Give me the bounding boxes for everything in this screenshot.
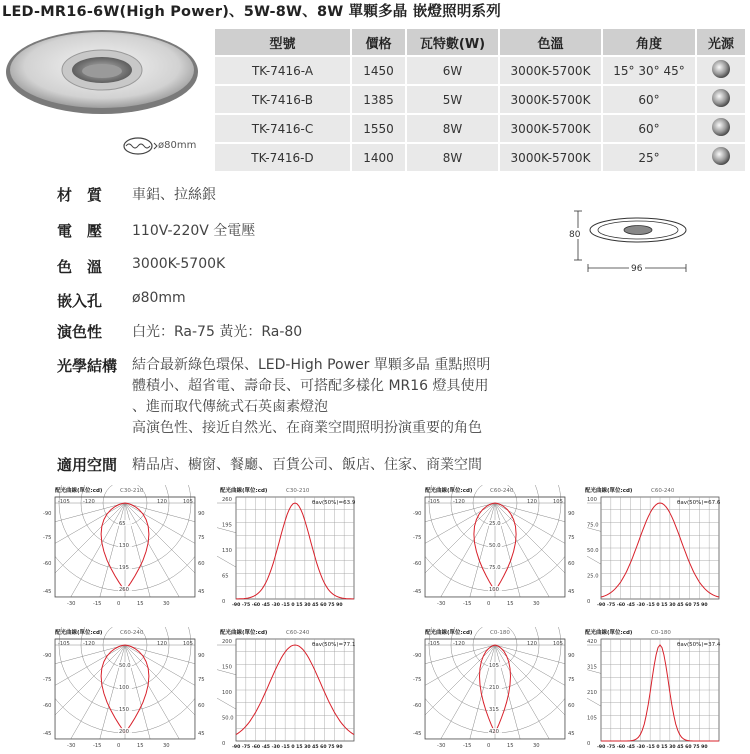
- header-model: 型號: [215, 29, 352, 55]
- polar-bottom-label: -15: [93, 601, 102, 607]
- rect-y-label: 195: [222, 522, 232, 529]
- polar-bottom-label: -15: [463, 743, 472, 749]
- polar-right-label: 45: [198, 731, 205, 737]
- optics-text: [132, 355, 552, 439]
- spec-label: 適用空間: [57, 456, 118, 474]
- spec-label: 光學結構: [57, 357, 118, 375]
- polar-ring-label: 105: [489, 663, 499, 669]
- polar-left-label: -60: [413, 703, 422, 709]
- rect-beam-angle: θav(50%)=37.4: [677, 642, 721, 648]
- cell-color-temp: 3000K-5700K: [500, 86, 603, 113]
- polar-ring-label: 100: [489, 587, 499, 593]
- cell-price: 1385: [352, 86, 407, 113]
- polar-left-label: -90: [43, 653, 52, 659]
- spec-value: 精品店、櫥窗、餐廳、百貨公司、飯店、住家、商業空間: [132, 457, 482, 473]
- table-header-row: [215, 29, 747, 55]
- cell-color-temp: 3000K-5700K: [500, 115, 603, 142]
- polar-ring-label: 210: [489, 685, 499, 691]
- polar-left-label: -45: [43, 589, 52, 595]
- photometric-panel: [377, 627, 750, 754]
- hole-size-label: ø80mm: [158, 140, 197, 151]
- polar-top-label: 105: [553, 641, 563, 647]
- polar-ring-label: 130: [119, 543, 129, 549]
- cell-model: TK-7416-D: [215, 144, 352, 171]
- rect-y-label: 25.0: [587, 573, 599, 580]
- polar-plane: C60-240: [490, 488, 514, 494]
- cell-wattage: 8W: [407, 115, 500, 142]
- polar-top-label: -120: [83, 499, 95, 505]
- polar-top-label: 120: [527, 641, 537, 647]
- rect-y-label: 200: [222, 639, 232, 645]
- polar-top-label: 105: [183, 499, 193, 505]
- polar-top-label: -105: [58, 641, 70, 647]
- polar-title: 配光曲線(單位:cd): [55, 488, 103, 494]
- cell-price: 1550: [352, 115, 407, 142]
- cell-model: TK-7416-A: [215, 57, 352, 84]
- polar-top-label: -105: [428, 499, 440, 505]
- polar-bottom-label: 30: [163, 743, 170, 749]
- cell-price: 1450: [352, 57, 407, 84]
- polar-bottom-label: -15: [93, 743, 102, 749]
- polar-left-label: -45: [413, 731, 422, 737]
- polar-ring-label: 50.0: [119, 663, 131, 669]
- rect-beam-angle: θav(50%)=77.1: [312, 642, 356, 648]
- spec-label: 嵌入孔: [57, 292, 103, 310]
- header-angle: 角度: [603, 29, 697, 55]
- optics-line: 結合最新綠色環保、LED-High Power 單顆多晶 重點照明: [132, 357, 491, 373]
- polar-bottom-label: 15: [507, 601, 514, 607]
- product-photo: [0, 20, 205, 140]
- dim-height: 80: [569, 230, 581, 240]
- led-bulb-icon: [697, 115, 747, 142]
- table-row: [215, 57, 747, 84]
- photometric-panel: [377, 485, 750, 612]
- photometric-charts: [0, 627, 375, 754]
- polar-plane: C30-210: [120, 488, 144, 494]
- polar-right-label: 60: [568, 561, 575, 567]
- polar-ring-label: 50.0: [489, 543, 501, 549]
- polar-left-label: -90: [413, 653, 422, 659]
- rect-y-label: 100: [222, 690, 232, 696]
- polar-top-label: -105: [428, 641, 440, 647]
- rect-plane: C60-240: [651, 488, 675, 494]
- polar-plane: C0-180: [490, 630, 510, 636]
- polar-right-label: 60: [198, 703, 205, 709]
- polar-left-label: -90: [413, 511, 422, 517]
- polar-right-label: 90: [568, 511, 575, 517]
- rect-beam-angle: θav(50%)=63.9: [312, 500, 356, 506]
- rect-title: 配光曲線(單位:cd): [585, 488, 633, 494]
- cell-angle: 60°: [603, 115, 697, 142]
- rect-beam-angle: θav(50%)=67.6: [677, 500, 721, 506]
- spec-label: 電 壓: [57, 222, 103, 240]
- polar-top-label: -120: [453, 641, 465, 647]
- rect-plane: C0-180: [651, 630, 671, 636]
- polar-ring-label: 150: [119, 707, 129, 713]
- spec-value: 110V-220V 全電壓: [132, 223, 256, 239]
- optics-line: 、進而取代傳統式石英鹵素燈泡: [132, 399, 328, 415]
- cell-wattage: 6W: [407, 57, 500, 84]
- header-color-temp: 色溫: [500, 29, 603, 55]
- cell-angle: 25°: [603, 144, 697, 171]
- polar-ring-label: 75.0: [489, 565, 501, 571]
- polar-right-label: 75: [568, 535, 575, 541]
- polar-right-label: 90: [198, 511, 205, 517]
- cell-wattage: 8W: [407, 144, 500, 171]
- spec-label: 演色性: [57, 323, 103, 341]
- polar-bottom-label: 15: [137, 743, 144, 749]
- cell-model: TK-7416-B: [215, 86, 352, 113]
- rect-plane: C30-210: [286, 488, 310, 494]
- header-price: 價格: [352, 29, 407, 55]
- optics-line: 高演色性、接近自然光、在商業空間照明扮演重要的角色: [132, 420, 482, 436]
- rect-plane: C60-240: [286, 630, 310, 636]
- polar-ring-label: 100: [119, 685, 129, 691]
- polar-bottom-label: 0: [487, 601, 491, 607]
- rect-y-label: 100: [587, 497, 597, 503]
- rect-y-label: 0: [587, 741, 591, 747]
- polar-bottom-label: 30: [163, 601, 170, 607]
- rect-y-label: 130: [222, 548, 232, 554]
- hole-size-icon: [118, 135, 158, 157]
- polar-title: 配光曲線(單位:cd): [425, 488, 473, 494]
- rect-y-label: 50.0: [222, 715, 234, 722]
- polar-left-label: -60: [43, 703, 52, 709]
- rect-y-label: 0: [222, 599, 226, 605]
- polar-left-label: -45: [43, 731, 52, 737]
- polar-ring-label: 25.0: [489, 521, 501, 527]
- polar-left-label: -75: [43, 677, 52, 683]
- polar-bottom-label: 30: [533, 743, 540, 749]
- spec-label: 材 質: [57, 186, 103, 204]
- header-wattage: 瓦特數(W): [407, 29, 500, 55]
- table-row: [215, 144, 747, 171]
- polar-top-label: 120: [527, 499, 537, 505]
- rect-x-labels: -90 -75 -60 -45 -30 -15 0 15 30 45 60 75 90: [232, 745, 343, 750]
- photometric-panel: [0, 485, 375, 612]
- polar-right-label: 45: [568, 731, 575, 737]
- led-bulb-icon: [697, 144, 747, 171]
- photometric-charts: [377, 627, 750, 754]
- rect-y-label: 420: [587, 639, 597, 645]
- polar-top-label: 105: [553, 499, 563, 505]
- cell-angle: 15° 30° 45°: [603, 57, 697, 84]
- rect-y-label: 150: [222, 664, 232, 671]
- photometric-panel: [0, 627, 375, 754]
- led-bulb-icon: [697, 86, 747, 113]
- polar-ring-label: 65: [119, 521, 126, 527]
- polar-left-label: -60: [413, 561, 422, 567]
- cell-model: TK-7416-C: [215, 115, 352, 142]
- cell-price: 1400: [352, 144, 407, 171]
- rect-x-labels: -90 -75 -60 -45 -30 -15 0 15 30 45 60 75 90: [232, 603, 343, 608]
- polar-bottom-label: -15: [463, 601, 472, 607]
- polar-ring-label: 260: [119, 587, 129, 593]
- polar-left-label: -60: [43, 561, 52, 567]
- polar-right-label: 75: [198, 535, 205, 541]
- polar-right-label: 60: [568, 703, 575, 709]
- polar-left-label: -75: [43, 535, 52, 541]
- table-row: [215, 115, 747, 142]
- polar-right-label: 60: [198, 561, 205, 567]
- led-bulb-icon: [697, 57, 747, 84]
- rect-x-labels: -90 -75 -60 -45 -30 -15 0 15 30 45 60 75 90: [597, 745, 708, 750]
- header-light-source: 光源: [697, 29, 747, 55]
- rect-y-label: 210: [587, 690, 597, 696]
- cell-color-temp: 3000K-5700K: [500, 57, 603, 84]
- polar-top-label: 105: [183, 641, 193, 647]
- spec-value: 3000K-5700K: [132, 256, 226, 272]
- polar-bottom-label: -30: [437, 743, 446, 749]
- polar-left-label: -45: [413, 589, 422, 595]
- polar-ring-label: 420: [489, 729, 499, 735]
- photometric-charts: [377, 485, 750, 612]
- polar-right-label: 45: [198, 589, 205, 595]
- rect-y-label: 105: [587, 715, 597, 722]
- rect-y-label: 315: [587, 664, 597, 671]
- rect-x-labels: -90 -75 -60 -45 -30 -15 0 15 30 45 60 75 90: [597, 603, 708, 608]
- polar-ring-label: 315: [489, 707, 499, 713]
- rect-y-label: 75.0: [587, 522, 599, 529]
- polar-bottom-label: 15: [137, 601, 144, 607]
- polar-bottom-label: 0: [117, 601, 121, 607]
- polar-top-label: -120: [83, 641, 95, 647]
- rect-y-label: 0: [222, 741, 226, 747]
- polar-bottom-label: -30: [437, 601, 446, 607]
- polar-top-label: 120: [157, 499, 167, 505]
- page-title: LED-MR16-6W(High Power)、5W-8W、8W 單顆多晶 嵌燈照明系列: [2, 4, 501, 20]
- spec-value: ø80mm: [132, 290, 186, 306]
- spec-value: 車鋁、拉絲銀: [132, 187, 216, 203]
- polar-title: 配光曲線(單位:cd): [425, 630, 473, 636]
- polar-right-label: 75: [198, 677, 205, 683]
- polar-top-label: -120: [453, 499, 465, 505]
- polar-ring-label: 200: [119, 729, 129, 735]
- spec-label: 色 溫: [57, 258, 103, 276]
- polar-top-label: -105: [58, 499, 70, 505]
- rect-y-label: 0: [587, 599, 591, 605]
- spec-table: [215, 27, 747, 173]
- polar-plane: C60-240: [120, 630, 144, 636]
- dimension-drawing: [566, 208, 691, 273]
- optics-line: 體積小、超省電、壽命長、可搭配多樣化 MR16 燈具使用: [132, 378, 489, 394]
- dim-width: 96: [631, 264, 643, 273]
- polar-right-label: 75: [568, 677, 575, 683]
- polar-bottom-label: 0: [487, 743, 491, 749]
- polar-title: 配光曲線(單位:cd): [55, 630, 103, 636]
- cell-wattage: 5W: [407, 86, 500, 113]
- cell-color-temp: 3000K-5700K: [500, 144, 603, 171]
- polar-left-label: -75: [413, 677, 422, 683]
- photometric-charts: [0, 485, 375, 612]
- polar-bottom-label: 0: [117, 743, 121, 749]
- polar-right-label: 45: [568, 589, 575, 595]
- polar-bottom-label: -30: [67, 601, 76, 607]
- cell-angle: 60°: [603, 86, 697, 113]
- polar-bottom-label: 30: [533, 601, 540, 607]
- polar-right-label: 90: [198, 653, 205, 659]
- rect-y-label: 65: [222, 573, 229, 580]
- table-row: [215, 86, 747, 113]
- rect-y-label: 260: [222, 497, 232, 503]
- polar-left-label: -90: [43, 511, 52, 517]
- polar-bottom-label: 15: [507, 743, 514, 749]
- rect-title: 配光曲線(單位:cd): [220, 630, 268, 636]
- polar-right-label: 90: [568, 653, 575, 659]
- polar-ring-label: 195: [119, 565, 129, 571]
- polar-bottom-label: -30: [67, 743, 76, 749]
- rect-title: 配光曲線(單位:cd): [220, 488, 268, 494]
- rect-y-label: 50.0: [587, 548, 599, 554]
- rect-title: 配光曲線(單位:cd): [585, 630, 633, 636]
- spec-value: 白光：Ra-75 黃光：Ra-80: [132, 324, 303, 340]
- polar-top-label: 120: [157, 641, 167, 647]
- polar-left-label: -75: [413, 535, 422, 541]
